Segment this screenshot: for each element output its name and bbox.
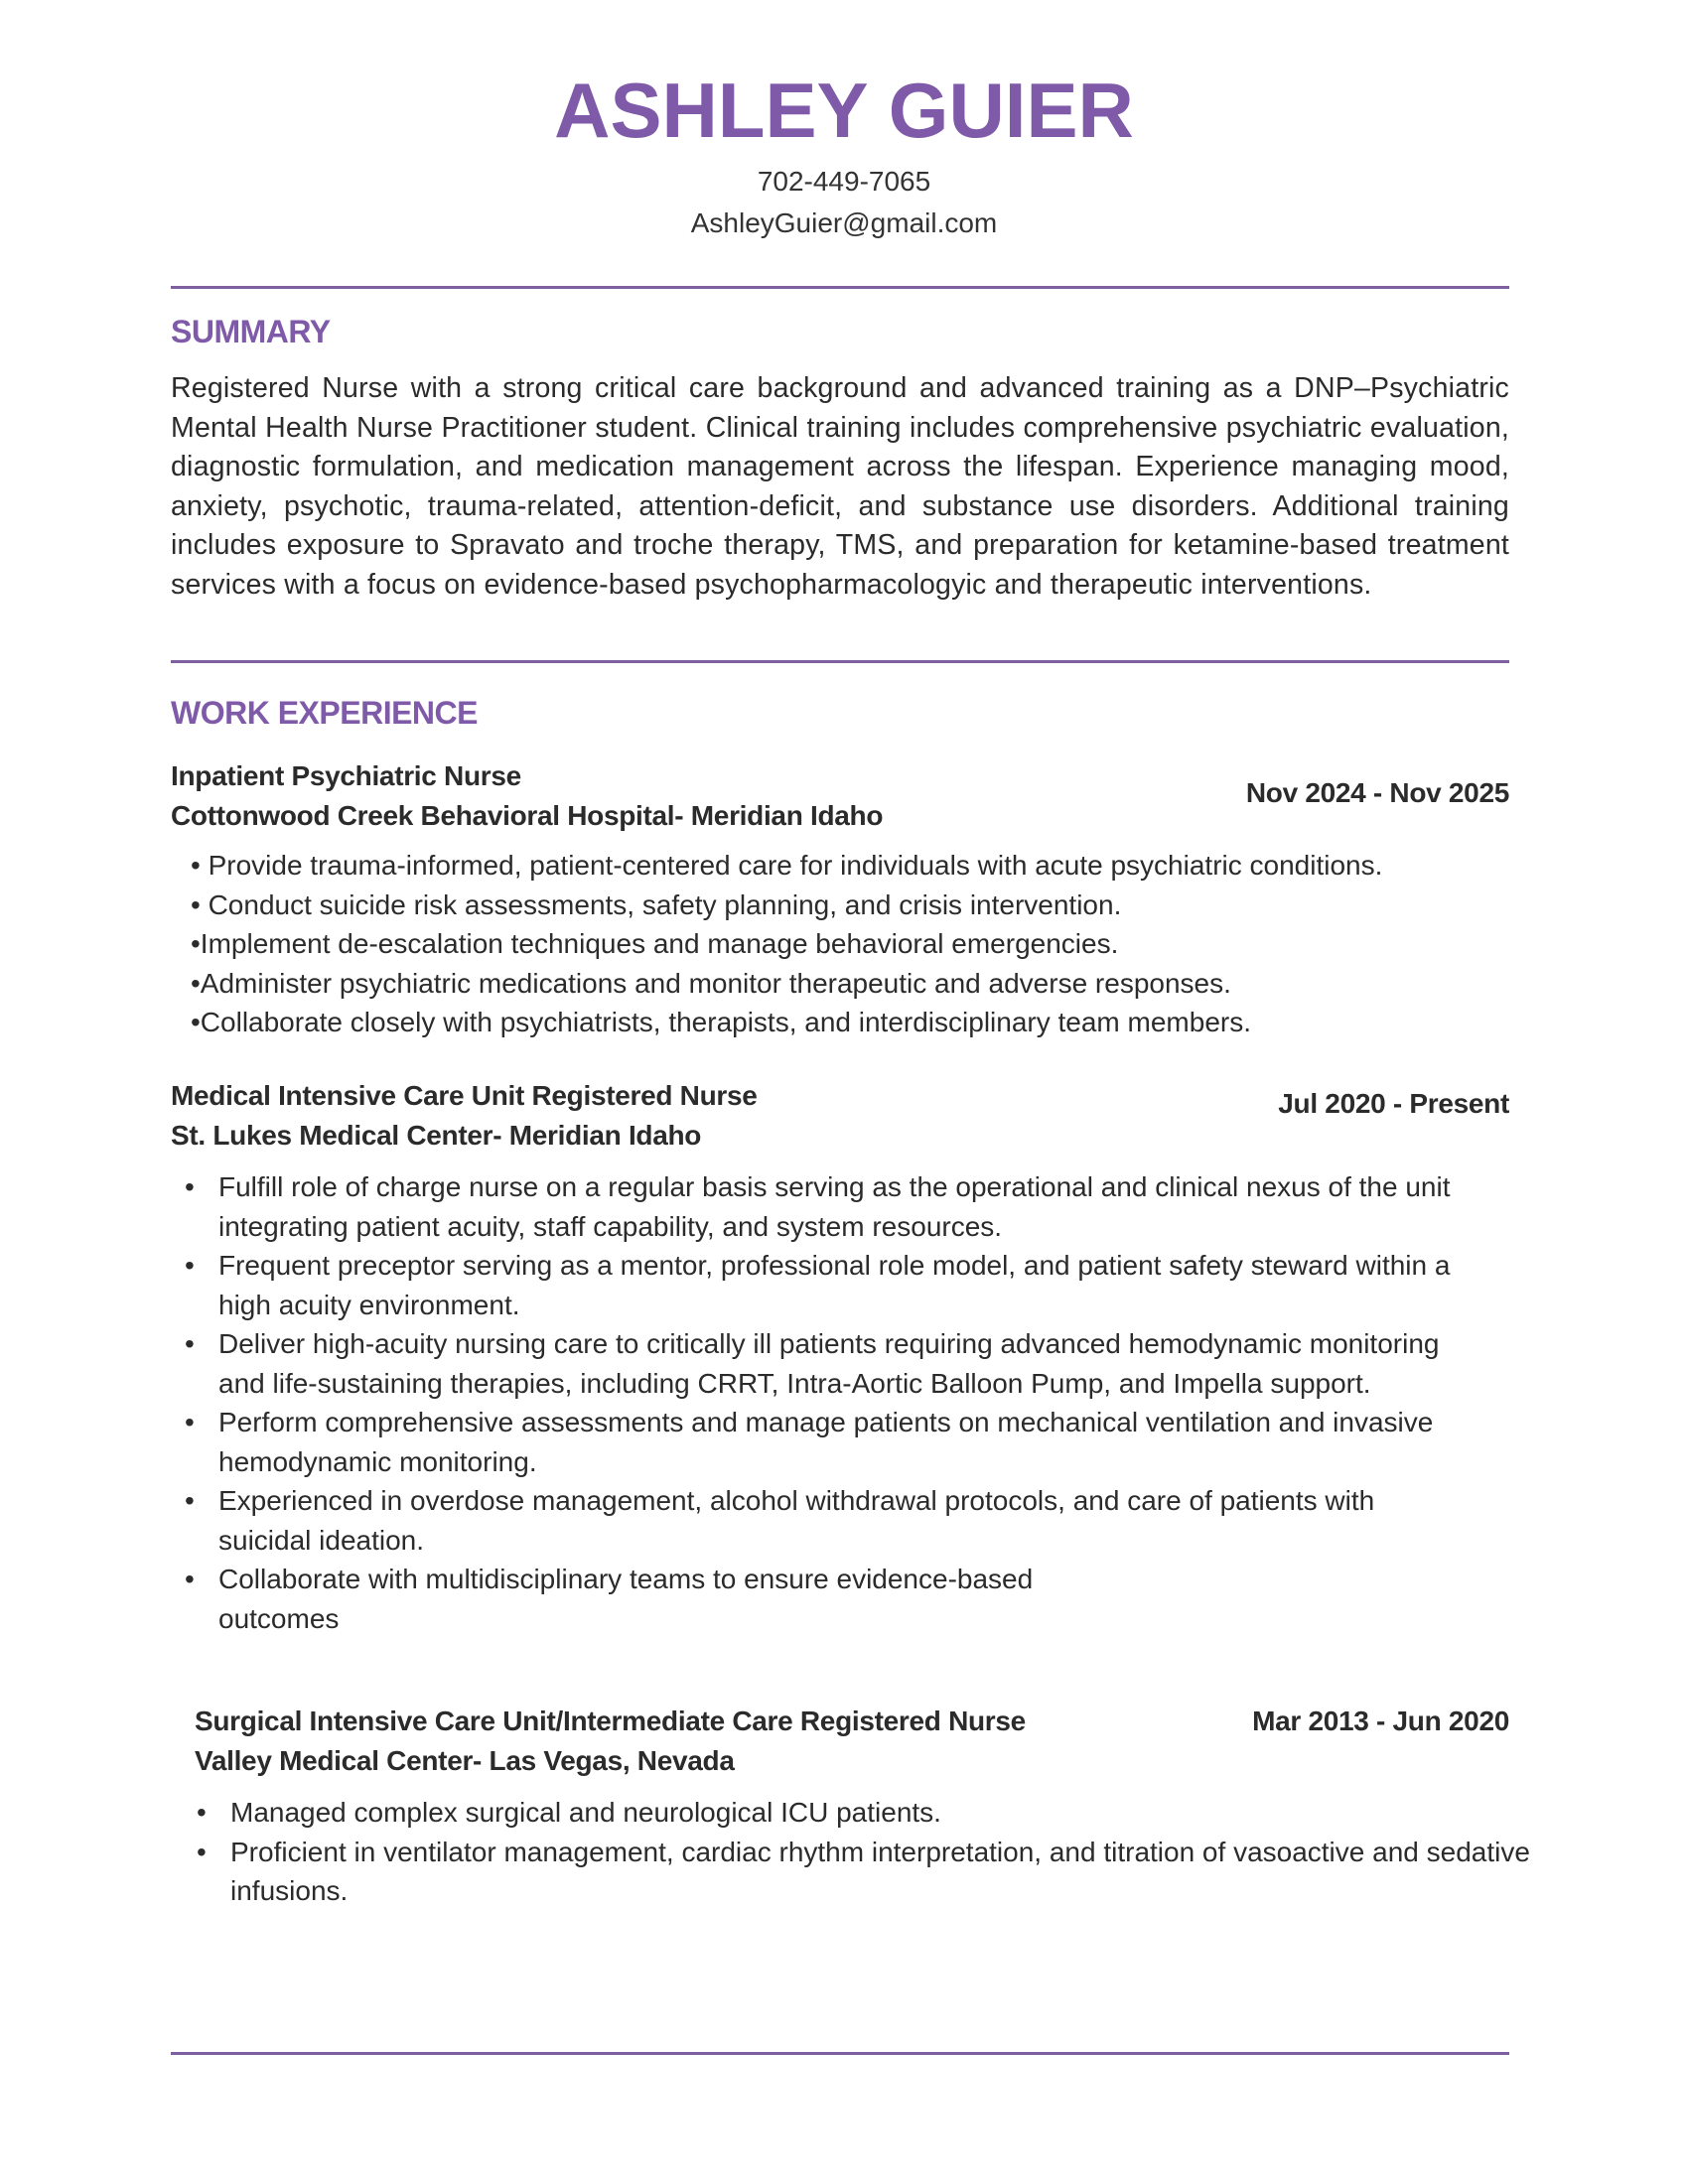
job-entry: [171, 1076, 1509, 1638]
job-bullets: [171, 1793, 1551, 1911]
bullet-dot-icon: •: [185, 1328, 195, 1359]
job-organization: St. Lukes Medical Center- Meridian Idaho: [171, 1120, 702, 1151]
bullet-item: • Managed complex surgical and neurological ICU patients.: [171, 1793, 1551, 1833]
bullet-item: •Administer psychiatric medications and monitor therapeutic and adverse responses.: [191, 967, 1231, 999]
job-bullets: [171, 1167, 1462, 1638]
phone-number: 702-449-7065: [757, 166, 931, 197]
bullet-item: • Conduct suicide risk assessments, safety planning, and crisis intervention.: [191, 888, 1122, 920]
job-organization: Valley Medical Center- Las Vegas, Nevada: [195, 1745, 735, 1776]
job-title: Surgical Intensive Care Unit/Intermediate Care Registered Nurse: [195, 1706, 1026, 1736]
bullet-item: •Implement de-escalation techniques and manage behavioral emergencies.: [191, 928, 1119, 959]
bullet-item: • Deliver high-acuity nursing care to critically ill patients requiring advanced hemodynamic monitoring and life-sustaining therapies, including CRRT, Intra-Aortic Balloon Pump, and Impella support.: [171, 1324, 1462, 1403]
job-dates: Nov 2024 - Nov 2025: [1245, 777, 1509, 808]
bullet-item: • Provide trauma-informed, patient-centered care for individuals with acute psychiatric conditions.: [191, 850, 1383, 881]
candidate-name: ASHLEY GUIER: [554, 67, 1134, 154]
bullet-dot-icon: •: [185, 1407, 195, 1437]
job-entry: [171, 756, 1509, 1042]
job-entry: [171, 1702, 1530, 1911]
job-organization: Cottonwood Creek Behavioral Hospital- Meridian Idaho: [171, 800, 884, 831]
summary-paragraph: Registered Nurse with a strong critical care background and advanced training as a DNP–Psychiatric Mental Health Nurse Practitioner student. Clinical training includes comprehensive psychiatric evaluation, diagnostic formulation, and medication management across the lifespan. Experience managing mood, anxiety, psychotic, trauma-related, attention-deficit, and substance use disorders. Additional training includes exposure to Spravato and troche therapy, TMS, and preparation for ketamine-based treatment services with a focus on evidence-based psychopharmacologyic and therapeutic interventions.: [171, 372, 1509, 601]
divider-summary: [171, 660, 1509, 663]
job-bullets: [191, 846, 1509, 1042]
bullet-dot-icon: •: [185, 1250, 195, 1281]
email-address: AshleyGuier@gmail.com: [690, 207, 998, 238]
bullet-item: • Proficient in ventilator management, cardiac rhythm interpretation, and titration of vasoactive and sedative infusions.: [171, 1833, 1551, 1911]
divider-top: [171, 286, 1509, 289]
bullet-item: • Fulfill role of charge nurse on a regular basis serving as the operational and clinical nexus of the unit integrating patient acuity, staff capability, and system resources.: [171, 1167, 1462, 1246]
bullet-item: • Collaborate with multidisciplinary teams to ensure evidence-based outcomes: [171, 1560, 1142, 1638]
bullet-item: • Frequent preceptor serving as a mentor, professional role model, and patient safety steward within a high acuity environment.: [171, 1246, 1462, 1324]
bullet-dot-icon: •: [197, 1836, 207, 1867]
divider-bottom: [171, 2052, 1509, 2055]
job-dates: Jul 2020 - Present: [1278, 1088, 1509, 1119]
bullet-dot-icon: •: [185, 1485, 195, 1516]
job-title: Medical Intensive Care Unit Registered Nurse: [171, 1080, 758, 1111]
bullet-item: •Collaborate closely with psychiatrists, therapists, and interdisciplinary team members.: [191, 1007, 1252, 1037]
bullet-dot-icon: •: [185, 1171, 195, 1202]
bullet-dot-icon: •: [185, 1564, 195, 1594]
job-title: Inpatient Psychiatric Nurse: [171, 760, 521, 791]
bullet-dot-icon: •: [197, 1797, 207, 1828]
bullet-item: • Perform comprehensive assessments and manage patients on mechanical ventilation and invasive hemodynamic monitoring.: [171, 1403, 1462, 1481]
summary-heading: SUMMARY: [171, 314, 331, 349]
job-dates: Mar 2013 - Jun 2020: [1252, 1706, 1509, 1736]
work-experience-heading: WORK EXPERIENCE: [171, 695, 478, 731]
bullet-item: • Experienced in overdose management, alcohol withdrawal protocols, and care of patients with suicidal ideation.: [171, 1481, 1462, 1560]
